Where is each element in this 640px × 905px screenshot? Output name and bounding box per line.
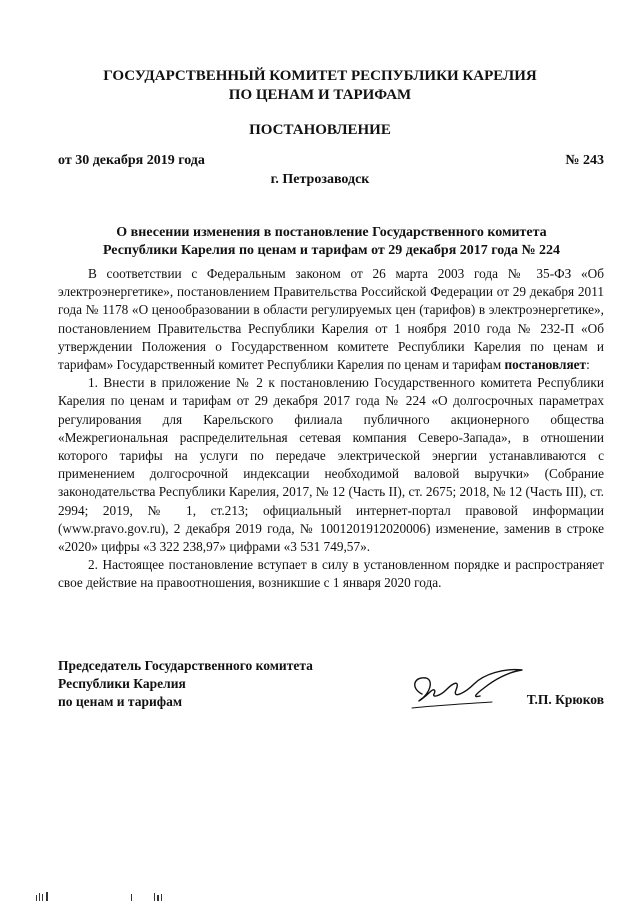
preamble-end: : [586, 357, 590, 373]
signatory-title-line2: Республики Карелия [58, 676, 186, 691]
paragraph-item-2: 2. Настоящее постановление вступает в силу в установленном порядке и распространяет свое действие на правоотношения, возникшие с 1 января 2020 года. [58, 557, 604, 591]
handwritten-signature [400, 658, 540, 718]
document-date: от 30 декабря 2019 года [58, 153, 205, 168]
signatory-title-line1: Председатель Государственного комитета [58, 658, 313, 673]
signatory-title [58, 657, 313, 711]
document-type: ПОСТАНОВЛЕНИЕ [249, 122, 391, 138]
subject-line1: О внесении изменения в постановление Государственного комитета [116, 225, 547, 240]
committee-name-line2: ПО ЦЕНАМ И ТАРИФАМ [228, 87, 412, 103]
document-number: № 243 [565, 153, 604, 168]
subject-line2: Республики Карелия по ценам и тарифам от 29 декабря 2017 года № 224 [102, 243, 561, 258]
document-subject [58, 224, 605, 260]
signatory-name: Т.П. Крюков [526, 692, 604, 707]
scan-marks [36, 891, 196, 903]
preamble-bold-word: постановляет [504, 357, 587, 373]
signatory-title-line3: по ценам и тарифам [58, 694, 183, 709]
document-body [58, 265, 604, 593]
committee-name-line1: ГОСУДАРСТВЕННЫЙ КОМИТЕТ РЕСПУБЛИКИ КАРЕЛИЯ [103, 68, 537, 84]
preamble-text: В соответствии с Федеральным законом от 26 марта 2003 года № 35-ФЗ «Об электроэнергетике», постановлением Правительства Российской Федерации от 29 декабря 2011 года № 1178 «О ценообразовании в области регулируемых цен (тарифов) в электроэнергетике», постановлением Правительства Республики Карелия от 1 ноября 2010 года № 232-П «Об утверждении Положения о Государственном комитете Республики Карелия по ценам и тарифам» Государственный комитет Республики Карелия по ценам и тарифам [58, 266, 604, 373]
paragraph-item-1: 1. Внести в приложение № 2 к постановлению Государственного комитета Республики Карелия по ценам и тарифам от 29 декабря 2017 года № 224 «О долгосрочных параметрах регулирования для Карельского филиала публичного акционерного общества «Межрегиональная распределительная сетевая компания Северо-Запада», в отношении которого тарифы на услуги по передаче электрической энергии устанавливаются с применением долгосрочной индексации необходимой валовой выручки» (Собрание законодательства Республики Карелия, 2017, № 12 (Часть II), ст. 2675; 2018, № 12 (Часть III), ст. 2994; 2019, № 1, ст.213; официальный интернет-портал правовой информации (www.pravo.gov.ru), 2 декабря 2019 года, № 1001201912020006) изменение, заменив в строке «2020» цифры «3 322 238,97» цифрами «3 531 749,57». [58, 375, 604, 555]
document-city: г. Петрозаводск [270, 172, 370, 187]
paragraph-preamble [58, 265, 604, 374]
